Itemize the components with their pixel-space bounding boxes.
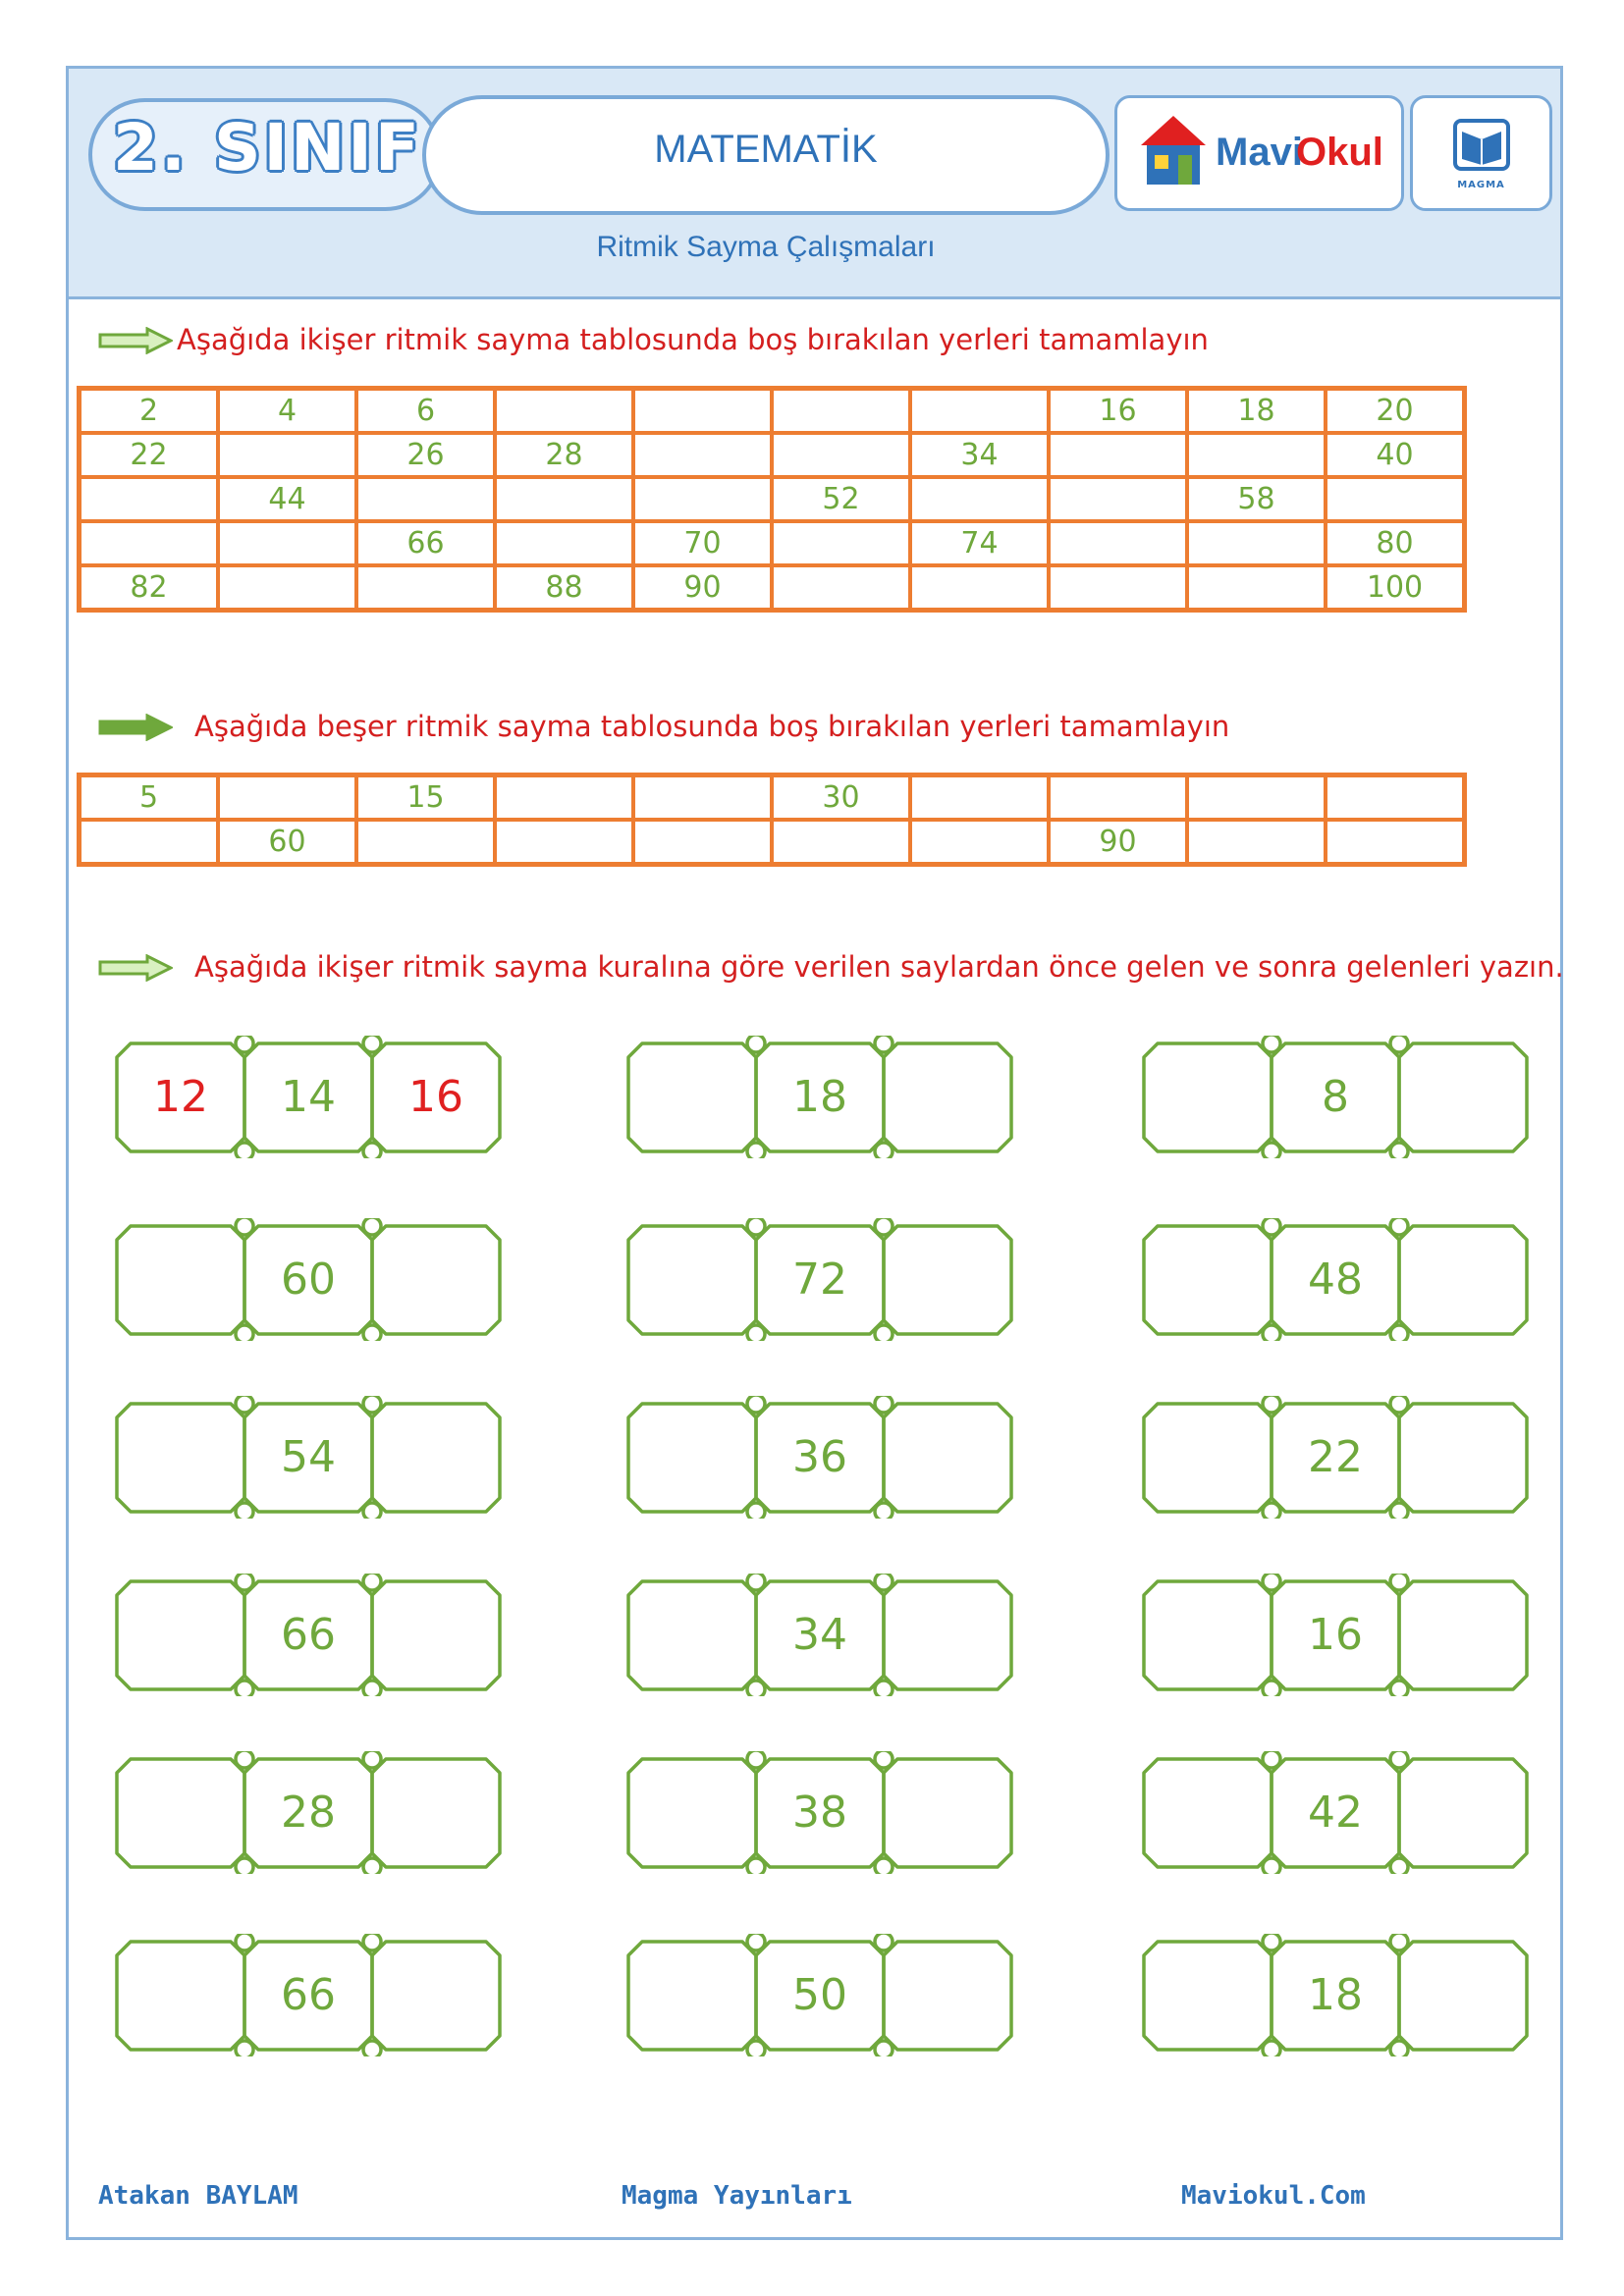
number-ticket-chain	[1142, 1934, 1535, 2056]
table-cell[interactable]	[910, 565, 1049, 610]
table-row	[80, 433, 1464, 477]
given-number: 18	[1308, 1970, 1363, 2020]
table-cell: 30	[772, 775, 910, 820]
previous-number-box[interactable]	[628, 1396, 756, 1519]
given-number: 36	[792, 1432, 847, 1482]
table-cell[interactable]	[80, 521, 218, 565]
given-number: 18	[792, 1072, 847, 1122]
given-number: 16	[1308, 1610, 1363, 1660]
next-number-box[interactable]	[884, 1934, 1011, 2056]
table-cell[interactable]	[218, 433, 356, 477]
number-ticket-chain	[115, 1574, 508, 1696]
table-cell: 82	[80, 565, 218, 610]
table-row	[80, 521, 1464, 565]
table-cell: 88	[495, 565, 633, 610]
table-cell[interactable]	[495, 389, 633, 433]
number-ticket-chain	[626, 1036, 1019, 1158]
table-cell[interactable]	[1326, 820, 1464, 864]
table-cell: 74	[910, 521, 1049, 565]
table-cell[interactable]	[356, 565, 495, 610]
previous-number-box[interactable]	[117, 1934, 244, 2056]
previous-number-box[interactable]	[1144, 1751, 1272, 1874]
given-number: 8	[1322, 1072, 1349, 1122]
table-cell[interactable]	[1049, 477, 1187, 521]
next-number-box[interactable]	[1399, 1751, 1527, 1874]
next-number-box[interactable]	[1399, 1036, 1527, 1158]
table-cell[interactable]	[910, 389, 1049, 433]
logo-text-okul: Okul	[1296, 131, 1383, 174]
next-number-box[interactable]	[884, 1751, 1011, 1874]
table-row	[80, 820, 1464, 864]
number-ticket-chain	[626, 1574, 1019, 1696]
next-number-box[interactable]	[1399, 1934, 1527, 2056]
book-icon	[1452, 118, 1511, 172]
instruction-2: Aşağıda beşer ritmik sayma tablosunda boş bırakılan yerleri tamamlayın	[194, 710, 1230, 743]
given-number: 42	[1308, 1788, 1363, 1838]
table-row	[80, 389, 1464, 433]
number-ticket-chain	[1142, 1396, 1535, 1519]
table-cell[interactable]	[1187, 433, 1326, 477]
given-number: 22	[1308, 1432, 1363, 1482]
table-cell: 15	[356, 775, 495, 820]
arrow-right-icon	[98, 714, 173, 741]
table-cell[interactable]	[910, 820, 1049, 864]
table-cell: 60	[218, 820, 356, 864]
previous-number-box[interactable]	[628, 1934, 756, 2056]
table-cell: 34	[910, 433, 1049, 477]
table-cell: 90	[1049, 820, 1187, 864]
table-cell[interactable]	[772, 565, 910, 610]
magma-logo-label: MAGMA	[1457, 180, 1505, 190]
table-cell: 100	[1326, 565, 1464, 610]
number-ticket-chain	[115, 1036, 508, 1158]
subject-title: MATEMATİK	[654, 128, 878, 171]
table-cell[interactable]	[1049, 433, 1187, 477]
footer-author: Atakan BAYLAM	[98, 2181, 298, 2211]
instruction-3: Aşağıda ikişer ritmik sayma kuralına göre verilen saylardan önce gelen ve sonra gelenleri yazın.	[194, 950, 1564, 984]
previous-number-box[interactable]	[117, 1751, 244, 1874]
table-cell[interactable]	[1049, 775, 1187, 820]
next-number-box[interactable]	[884, 1574, 1011, 1696]
next-number-box[interactable]	[884, 1036, 1011, 1158]
table-cell[interactable]	[1187, 820, 1326, 864]
table-cell: 90	[633, 565, 772, 610]
table-cell[interactable]	[633, 477, 772, 521]
table-cell[interactable]	[1187, 565, 1326, 610]
worksheet-subtitle: Ritmik Sayma Çalışmaları	[596, 231, 936, 263]
table-row	[80, 775, 1464, 820]
table-cell: 28	[495, 433, 633, 477]
table-cell[interactable]	[1326, 477, 1464, 521]
table-row	[80, 477, 1464, 521]
number-ticket-chain	[626, 1396, 1019, 1519]
given-number: 50	[792, 1970, 847, 2020]
table-cell[interactable]	[633, 389, 772, 433]
table-cell: 5	[80, 775, 218, 820]
counting-table-by-fives	[77, 773, 1467, 867]
given-number: 72	[792, 1255, 847, 1305]
table-cell[interactable]	[495, 477, 633, 521]
table-cell[interactable]	[910, 775, 1049, 820]
previous-number-box[interactable]	[117, 1396, 244, 1519]
table-cell[interactable]	[772, 820, 910, 864]
table-cell[interactable]	[495, 521, 633, 565]
table-cell[interactable]	[633, 775, 772, 820]
table-cell[interactable]	[1326, 775, 1464, 820]
given-number: 54	[281, 1432, 336, 1482]
number-ticket-chain	[115, 1396, 508, 1519]
number-ticket-chain	[1142, 1036, 1535, 1158]
given-number: 28	[281, 1788, 336, 1838]
next-number-box[interactable]	[372, 1934, 500, 2056]
table-cell[interactable]	[218, 775, 356, 820]
next-number-box[interactable]	[372, 1218, 500, 1341]
previous-number-box[interactable]	[628, 1751, 756, 1874]
number-ticket-chain	[1142, 1751, 1535, 1874]
counting-table-by-twos	[77, 386, 1467, 613]
next-number-box[interactable]	[884, 1396, 1011, 1519]
number-ticket-chain	[626, 1218, 1019, 1341]
previous-number-box[interactable]	[628, 1036, 756, 1158]
number-ticket-chain	[1142, 1574, 1535, 1696]
table-cell[interactable]	[1049, 521, 1187, 565]
table-cell[interactable]	[1187, 521, 1326, 565]
logo-text-mavi: Mavi	[1216, 131, 1303, 174]
number-ticket-chain	[626, 1751, 1019, 1874]
table-cell: 18	[1187, 389, 1326, 433]
grade-label: 2. SINIF	[113, 110, 422, 186]
previous-number-box[interactable]	[117, 1218, 244, 1341]
number-ticket-chain	[115, 1934, 508, 2056]
number-ticket-chain	[115, 1218, 508, 1341]
given-number: 38	[792, 1788, 847, 1838]
next-number-box: 16	[408, 1072, 463, 1122]
table-cell: 16	[1049, 389, 1187, 433]
table-cell: 70	[633, 521, 772, 565]
table-cell[interactable]	[772, 521, 910, 565]
next-number-box[interactable]	[884, 1218, 1011, 1341]
previous-number-box[interactable]	[628, 1574, 756, 1696]
table-cell: 26	[356, 433, 495, 477]
given-number: 48	[1308, 1255, 1363, 1305]
previous-number-box[interactable]	[1144, 1396, 1272, 1519]
table-cell: 6	[356, 389, 495, 433]
table-cell: 20	[1326, 389, 1464, 433]
table-cell[interactable]	[633, 433, 772, 477]
next-number-box[interactable]	[372, 1751, 500, 1874]
table-cell[interactable]	[218, 521, 356, 565]
table-cell[interactable]	[218, 565, 356, 610]
next-number-box[interactable]	[372, 1396, 500, 1519]
table-cell[interactable]	[80, 820, 218, 864]
given-number: 66	[281, 1610, 336, 1660]
previous-number-box[interactable]	[1144, 1036, 1272, 1158]
table-cell[interactable]	[1187, 775, 1326, 820]
table-cell: 66	[356, 521, 495, 565]
table-cell[interactable]	[80, 477, 218, 521]
number-ticket-chain	[115, 1751, 508, 1874]
number-ticket-chain	[626, 1934, 1019, 2056]
previous-number-box[interactable]	[1144, 1218, 1272, 1341]
footer-publisher: Magma Yayınları	[622, 2181, 852, 2211]
table-cell: 4	[218, 389, 356, 433]
next-number-box[interactable]	[1399, 1218, 1527, 1341]
table-cell[interactable]	[633, 820, 772, 864]
table-cell: 40	[1326, 433, 1464, 477]
previous-number-box[interactable]	[628, 1218, 756, 1341]
next-number-box[interactable]	[1399, 1396, 1527, 1519]
table-cell[interactable]	[1049, 565, 1187, 610]
previous-number-box[interactable]	[1144, 1934, 1272, 2056]
arrow-right-icon	[98, 327, 173, 354]
number-ticket-chain	[1142, 1218, 1535, 1341]
given-number: 66	[281, 1970, 336, 2020]
next-number-box[interactable]	[372, 1574, 500, 1696]
table-cell[interactable]	[495, 820, 633, 864]
given-number: 60	[281, 1255, 336, 1305]
previous-number-box[interactable]	[117, 1574, 244, 1696]
house-icon	[1139, 112, 1208, 190]
magma-logo	[1410, 95, 1552, 211]
table-cell: 44	[218, 477, 356, 521]
table-cell[interactable]	[772, 433, 910, 477]
previous-number-box: 12	[153, 1072, 208, 1122]
table-cell[interactable]	[495, 775, 633, 820]
previous-number-box[interactable]	[1144, 1574, 1272, 1696]
footer-site: Maviokul.Com	[1181, 2181, 1366, 2211]
table-cell[interactable]	[910, 477, 1049, 521]
table-cell: 2	[80, 389, 218, 433]
table-cell: 52	[772, 477, 910, 521]
table-cell: 80	[1326, 521, 1464, 565]
table-row	[80, 565, 1464, 610]
arrow-right-icon	[98, 954, 173, 982]
given-number: 34	[792, 1610, 847, 1660]
table-cell[interactable]	[356, 820, 495, 864]
instruction-1: Aşağıda ikişer ritmik sayma tablosunda boş bırakılan yerleri tamamlayın	[177, 323, 1209, 356]
table-cell[interactable]	[772, 389, 910, 433]
table-cell: 58	[1187, 477, 1326, 521]
next-number-box[interactable]	[1399, 1574, 1527, 1696]
table-cell[interactable]	[356, 477, 495, 521]
given-number: 14	[281, 1072, 336, 1122]
table-cell: 22	[80, 433, 218, 477]
